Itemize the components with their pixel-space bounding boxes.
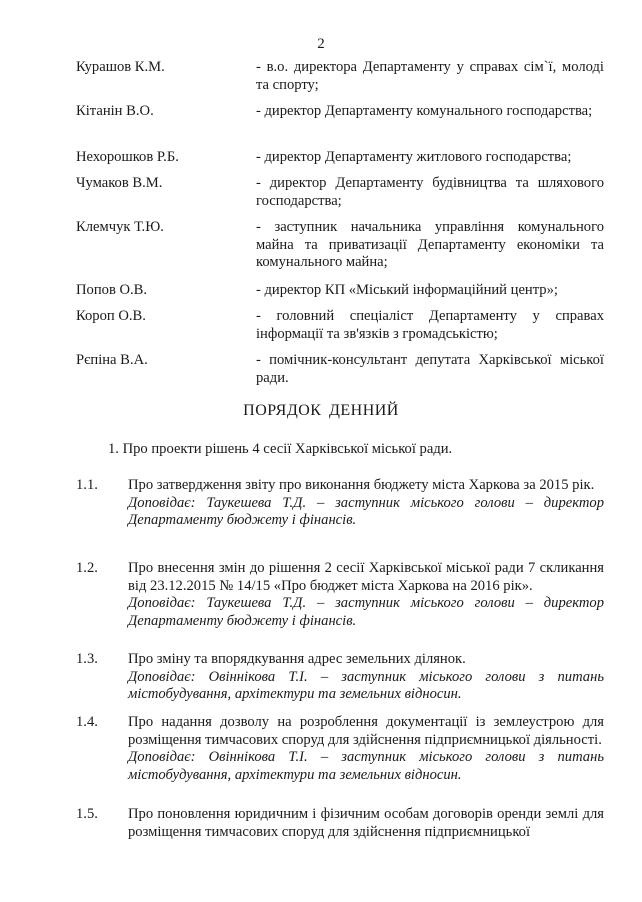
attendee-name: Короп О.В. xyxy=(76,308,146,324)
agenda-title: ПОРЯДОК ДЕННИЙ xyxy=(243,402,399,419)
attendee-name: Рєпіна В.А. xyxy=(76,352,148,368)
attendee-position: - директор Департаменту будівництва та шляхового господарства; xyxy=(256,175,604,209)
agenda-item-number: 1.3. xyxy=(76,651,98,667)
agenda-item-body xyxy=(128,714,604,784)
agenda-item-body xyxy=(128,651,604,704)
agenda-item-speaker: Доповідає: Овіннікова Т.І. – заступник міського голови з питань містобудування, архітектури та земельних відносин. xyxy=(128,749,604,783)
attendee-position: - директор Департаменту житлового господарства; xyxy=(256,149,572,165)
agenda-item-speaker: Доповідає: Таукешева Т.Д. – заступник міського голови – директор Департаменту бюджету і фінансів. xyxy=(128,494,604,528)
agenda-item-body xyxy=(128,560,604,630)
attendee-position: - директор КП «Міський інформаційний центр»; xyxy=(256,282,558,298)
agenda-item-text: Про зміну та впорядкування адрес земельних ділянок. xyxy=(128,651,466,667)
agenda-item-text: Про поновлення юридичним і фізичним особам договорів оренди землі для розміщення тимчасових споруд для здійснення підприємницької xyxy=(128,806,604,840)
attendee-position: - заступник начальника управління комунального майна та приватизації Департаменту економіки та комунального майна; xyxy=(256,219,604,270)
attendee-name: Клемчук Т.Ю. xyxy=(76,219,164,235)
attendee-position: - головний спеціаліст Департаменту у справах інформації та зв'язків з громадськістю; xyxy=(256,308,604,342)
agenda-item-number: 1.1. xyxy=(76,477,98,493)
page-number: 2 xyxy=(317,36,325,52)
agenda-item-body xyxy=(128,806,604,841)
agenda-item-speaker: Доповідає: Таукешева Т.Д. – заступник міського голови – директор Департаменту бюджету і фінансів. xyxy=(128,595,604,629)
agenda-item-text: Про надання дозволу на розроблення документації із землеустрою для розміщення тимчасових споруд для здійснення підприємницької діяльності. xyxy=(128,714,604,748)
agenda-item-body xyxy=(128,477,604,530)
attendee-position: - в.о. директора Департаменту у справах сім`ї, молоді та спорту; xyxy=(256,59,604,93)
agenda-item-number: 1.2. xyxy=(76,560,98,576)
agenda-item-speaker: Доповідає: Овіннікова Т.І. – заступник міського голови з питань містобудування, архітектури та земельних відносин. xyxy=(128,668,604,702)
agenda-intro: 1. Про проекти рішень 4 сесії Харківської міської ради. xyxy=(108,441,453,457)
attendee-name: Попов О.В. xyxy=(76,282,148,298)
agenda-item-text: Про затвердження звіту про виконання бюджету міста Харкова за 2015 рік. xyxy=(128,477,595,493)
agenda-item-number: 1.4. xyxy=(76,714,98,730)
attendee-name: Курашов К.М. xyxy=(76,59,165,75)
agenda-item-number: 1.5. xyxy=(76,806,98,822)
attendee-position: - директор Департаменту комунального господарства; xyxy=(256,103,593,119)
agenda-item-text: Про внесення змін до рішення 2 сесії Харківської міської ради 7 скликання від 23.12.2015 № 14/15 «Про бюджет міста Харкова на 2016 рік». xyxy=(128,560,604,594)
attendee-name: Кітанін В.О. xyxy=(76,103,154,119)
attendee-name: Нехорошков Р.Б. xyxy=(76,149,179,165)
attendee-name: Чумаков В.М. xyxy=(76,175,163,191)
attendee-position: - помічник-консультант депутата Харківської міської ради. xyxy=(256,352,604,386)
